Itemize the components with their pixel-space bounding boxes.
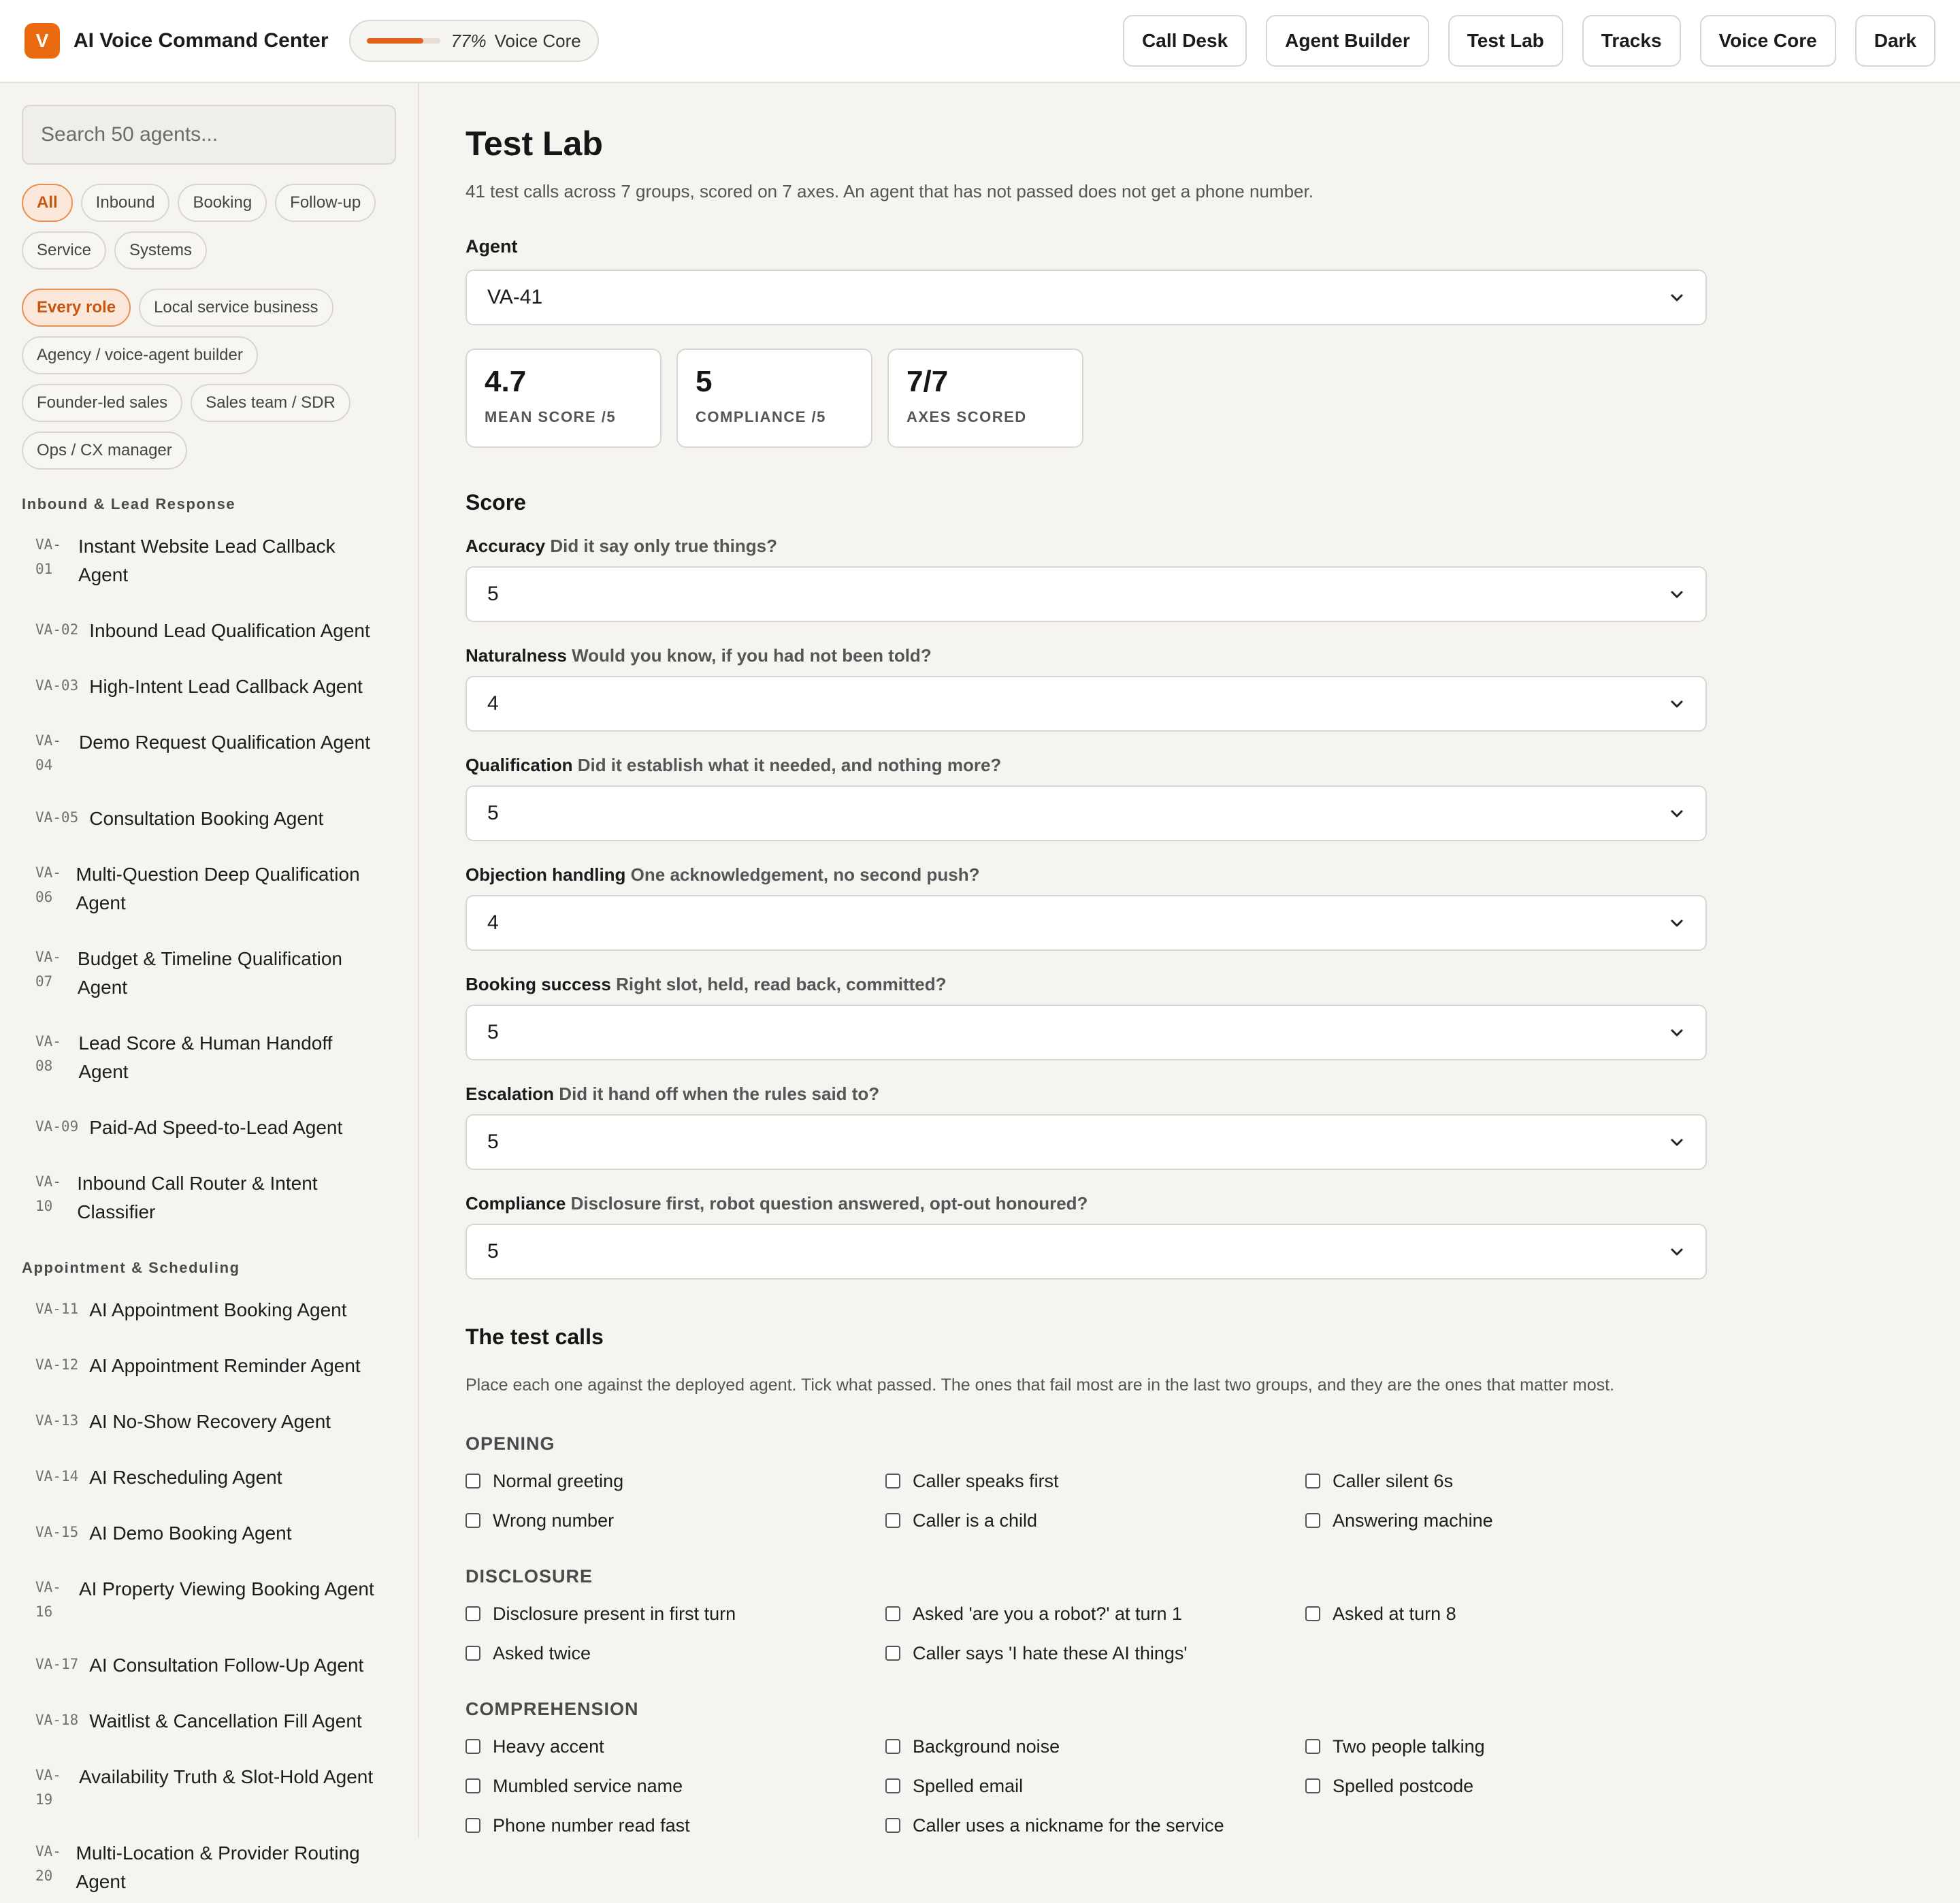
test-call-label: Answering machine [1333,1510,1493,1531]
score-select-naturalness[interactable] [466,676,1707,732]
test-call-label: Caller says 'I hate these AI things' [913,1642,1188,1663]
stat-card [466,348,662,448]
agent-list [22,495,396,1903]
filter-chip-systems[interactable]: Systems [114,231,207,270]
checkbox[interactable] [466,1818,480,1833]
checkbox[interactable] [1305,1513,1320,1528]
checkbox[interactable] [466,1739,480,1754]
score-select-value: 5 [487,1131,499,1153]
test-call-label: Background noise [913,1736,1060,1757]
score-select-value: 5 [487,802,499,824]
test-call-label: Two people talking [1333,1736,1485,1757]
test-call-label: Wrong number [493,1510,615,1531]
sidebar-agent-item[interactable] [22,1756,396,1819]
agent-id: VA-14 [35,1468,79,1484]
agent-id: VA-06 [35,864,61,905]
score-select-qualification[interactable] [466,785,1707,841]
test-call-label: Disclosure present in first turn [493,1603,736,1624]
score-select-objection-handling[interactable] [466,895,1707,951]
agent-name: AI Demo Booking Agent [89,1523,292,1544]
axis-label [466,1193,1936,1214]
axis-name: Naturalness [466,645,567,666]
agent-id: VA-20 [35,1843,61,1884]
agent-select-label: Agent [466,236,518,257]
nav-agent-builder[interactable]: Agent Builder [1266,15,1429,67]
role-chip-founder-led-sales[interactable]: Founder-led sales [22,384,182,422]
agent-id: VA-12 [35,1356,79,1373]
agent-name: AI Appointment Reminder Agent [89,1355,361,1376]
agent-group-title: Inbound & Lead Response [22,495,236,513]
voice-core-percent: 77% [451,30,487,51]
score-axis-naturalness [466,645,1936,732]
score-heading: Score [466,490,526,515]
agent-id: VA-02 [35,621,79,638]
agent-id: VA-19 [35,1767,61,1808]
test-call-label: Caller is a child [913,1510,1038,1531]
test-call-label: Asked 'are you a robot?' at turn 1 [913,1603,1183,1624]
test-call-checkbox-item[interactable] [466,1506,885,1535]
agent-search-input[interactable]: Search 50 agents... [22,105,396,165]
test-call-groups [466,1433,1936,1840]
test-call-checkbox-item[interactable] [1305,1732,1714,1761]
test-call-checklist [466,1467,1936,1535]
axis-name: Accuracy [466,536,546,556]
score-select-compliance[interactable] [466,1224,1707,1280]
sidebar-agent-item[interactable] [22,1162,396,1233]
score-axis-objection-handling [466,864,1936,951]
test-call-checkbox-item[interactable] [466,1639,885,1668]
test-call-label: Phone number read fast [493,1815,690,1836]
chevron-down-icon [1669,289,1685,306]
voice-core-progress-bar [367,38,440,44]
agent-id: VA-09 [35,1118,79,1135]
role-chip-agency-voice-agent-builder[interactable]: Agency / voice-agent builder [22,336,258,374]
theme-toggle-button[interactable]: Dark [1855,15,1936,67]
checkbox[interactable] [466,1646,480,1661]
sidebar-agent-item[interactable] [22,1512,396,1555]
filter-chip-service[interactable]: Service [22,231,106,270]
test-call-checkbox-item[interactable] [466,1599,885,1628]
axis-name: Compliance [466,1193,566,1214]
sidebar-agent-item[interactable] [22,1401,396,1443]
checkbox[interactable] [885,1646,900,1661]
sidebar-agent-item[interactable] [22,938,396,1009]
chevron-down-icon [1669,915,1685,931]
role-chip-every-role[interactable]: Every role [22,289,131,327]
agent-id: VA-17 [35,1656,79,1672]
agent-id: VA-15 [35,1524,79,1540]
role-chip-local-service-business[interactable]: Local service business [139,289,333,327]
score-axes [466,536,1936,1280]
page-title: Test Lab [466,125,603,163]
sidebar-agent-item[interactable] [22,666,396,708]
test-call-checkbox-item[interactable] [885,1506,1305,1535]
axis-label [466,974,1936,995]
sidebar-agent-item[interactable] [22,798,396,840]
test-call-checkbox-item[interactable] [885,1639,1305,1668]
test-call-group-title: OPENING [466,1433,555,1454]
checkbox[interactable] [1305,1606,1320,1621]
agent-name: Instant Website Lead Callback Agent [78,536,336,585]
stat-label: MEAN SCORE /5 [485,408,617,425]
score-axis-booking-success [466,974,1936,1060]
score-select-accuracy[interactable] [466,566,1707,622]
voice-core-label: Voice Core [494,30,581,51]
axis-name: Objection handling [466,864,626,885]
sidebar-agent-item[interactable] [22,1832,396,1903]
score-select-value: 4 [487,692,499,715]
category-filter-chips [22,184,403,270]
axis-name: Escalation [466,1084,555,1104]
agent-name: Lead Score & Human Handoff Agent [78,1032,333,1082]
checkbox[interactable] [885,1606,900,1621]
sidebar-agent-item[interactable] [22,1644,396,1687]
checkbox[interactable] [1305,1778,1320,1793]
filter-chip-all[interactable]: All [22,184,73,222]
test-call-label: Heavy accent [493,1736,604,1757]
test-call-checkbox-item[interactable] [466,1732,885,1761]
test-call-group-title: COMPREHENSION [466,1699,639,1719]
axis-label [466,536,1936,557]
app-logo: V [24,23,60,59]
test-call-checklist [466,1599,1936,1668]
sidebar-agent-item[interactable] [22,1289,396,1331]
score-axis-compliance [466,1193,1936,1280]
sidebar-agent-item[interactable] [22,721,396,784]
stat-card [887,348,1083,448]
stat-value: 4.7 [485,365,527,398]
score-select-value: 5 [487,583,499,605]
score-select-escalation[interactable] [466,1114,1707,1170]
axis-question: Did it say only true things? [550,536,778,556]
voice-core-progress-fill [367,38,423,44]
test-call-checkbox-item[interactable] [885,1811,1305,1840]
sidebar-agent-item[interactable] [22,1700,396,1742]
agent-name: Inbound Call Router & Intent Classifier [77,1173,318,1222]
sidebar-agent-item[interactable] [22,1022,396,1093]
test-call-checkbox-item[interactable] [885,1467,1305,1495]
checkbox[interactable] [466,1778,480,1793]
nav-voice-core[interactable]: Voice Core [1700,15,1836,67]
axis-question: Right slot, held, read back, committed? [616,974,947,994]
score-axis-accuracy [466,536,1936,622]
top-bar [0,0,1960,83]
test-call-label: Mumbled service name [493,1775,683,1796]
nav-call-desk[interactable]: Call Desk [1123,15,1247,67]
sidebar-agent-item[interactable] [22,525,396,596]
checkbox[interactable] [885,1513,900,1528]
test-call-label: Spelled postcode [1333,1775,1474,1796]
test-call-checkbox-item[interactable] [1305,1772,1714,1800]
sidebar-agent-item[interactable] [22,610,396,652]
chevron-down-icon [1669,696,1685,712]
agent-id: VA-03 [35,677,79,694]
test-call-checkbox-item[interactable] [885,1772,1305,1800]
chevron-down-icon [1669,1024,1685,1041]
main-content [466,83,1936,1840]
score-select-booking-success[interactable] [466,1005,1707,1060]
agent-name: Inbound Lead Qualification Agent [89,620,370,641]
agent-id: VA-16 [35,1579,61,1620]
agent-id: VA-07 [35,949,61,990]
stat-label: COMPLIANCE /5 [696,408,826,425]
chevron-down-icon [1669,586,1685,602]
test-call-label: Asked twice [493,1642,591,1663]
test-call-label: Caller uses a nickname for the service [913,1815,1224,1836]
score-axis-escalation [466,1084,1936,1170]
app-title: AI Voice Command Center [74,29,329,52]
test-call-checkbox-item[interactable] [466,1811,885,1840]
stat-card [676,348,872,448]
axis-question: One acknowledgement, no second push? [630,864,980,885]
agent-name: Budget & Timeline Qualification Agent [77,948,343,998]
agent-name: Consultation Booking Agent [89,808,324,829]
agent-name: Demo Request Qualification Agent [79,732,371,753]
sidebar [0,83,419,1892]
nav-test-lab[interactable]: Test Lab [1448,15,1563,67]
role-filter-chips [22,289,403,470]
test-call-label: Caller silent 6s [1333,1470,1454,1491]
test-call-checklist [466,1732,1936,1840]
agent-group-title: Appointment & Scheduling [22,1259,240,1276]
checkbox[interactable] [466,1474,480,1489]
checkbox[interactable] [885,1474,900,1489]
test-call-checkbox-item[interactable] [1305,1599,1714,1628]
test-call-label: Normal greeting [493,1470,624,1491]
agent-name: AI Appointment Booking Agent [89,1299,347,1320]
agent-name: AI No-Show Recovery Agent [89,1411,331,1432]
score-select-value: 5 [487,1240,499,1263]
nav-tracks[interactable]: Tracks [1582,15,1681,67]
agent-id: VA-04 [35,732,61,773]
agent-id: VA-13 [35,1412,79,1429]
test-call-checkbox-item[interactable] [466,1772,885,1800]
test-calls-subtitle: Place each one against the deployed agent. Tick what passed. The ones that fail most are in the last two groups, and they are the ones that matter most. [466,1376,1615,1395]
agent-name: Waitlist & Cancellation Fill Agent [89,1710,362,1731]
axis-question: Disclosure first, robot question answered, opt-out honoured? [570,1193,1088,1214]
score-select-value: 4 [487,911,499,934]
stats-row [466,348,1936,448]
test-call-checkbox-item[interactable] [885,1732,1305,1761]
agent-name: Multi-Location & Provider Routing Agent [76,1842,360,1892]
test-call-checkbox-item[interactable] [466,1467,885,1495]
score-axis-qualification [466,755,1936,841]
voice-core-status[interactable] [349,20,599,62]
checkbox[interactable] [885,1778,900,1793]
agent-id: VA-11 [35,1301,79,1317]
axis-label [466,864,1936,885]
axis-label [466,755,1936,776]
axis-question: Did it establish what it needed, and nothing more? [577,755,1002,775]
agent-name: AI Consultation Follow-Up Agent [89,1655,364,1676]
axis-name: Qualification [466,755,573,775]
agent-name: Paid-Ad Speed-to-Lead Agent [89,1117,343,1138]
agent-id: VA-05 [35,809,79,826]
sidebar-agent-item[interactable] [22,853,396,924]
sidebar-agent-item[interactable] [22,1345,396,1387]
checkbox[interactable] [466,1606,480,1621]
checkbox[interactable] [1305,1739,1320,1754]
agent-select-value: VA-41 [487,286,543,308]
chevron-down-icon [1669,805,1685,822]
role-chip-sales-team-sdr[interactable]: Sales team / SDR [191,384,350,422]
test-call-checkbox-item[interactable] [885,1599,1305,1628]
stat-value: 5 [696,365,713,398]
agent-id: VA-10 [35,1173,61,1214]
top-nav [1123,15,1936,67]
agent-id: VA-01 [35,536,61,577]
score-select-value: 5 [487,1021,499,1043]
test-calls-heading: The test calls [466,1324,604,1349]
axis-label [466,1084,1936,1105]
checkbox[interactable] [885,1818,900,1833]
axis-label [466,645,1936,666]
agent-name: AI Rescheduling Agent [89,1467,282,1488]
agent-id: VA-18 [35,1712,79,1728]
test-call-checkbox-item[interactable] [1305,1506,1714,1535]
agent-select[interactable] [466,270,1707,325]
stat-label: AXES SCORED [906,408,1027,425]
test-call-label: Asked at turn 8 [1333,1603,1456,1624]
test-call-checkbox-item[interactable] [1305,1467,1714,1495]
chevron-down-icon [1669,1243,1685,1260]
agent-name: High-Intent Lead Callback Agent [89,676,363,697]
axis-question: Did it hand off when the rules said to? [559,1084,880,1104]
agent-id: VA-08 [35,1033,61,1074]
test-call-group-title: DISCLOSURE [466,1566,593,1587]
agent-name: Multi-Question Deep Qualification Agent [76,864,360,913]
agent-name: Availability Truth & Slot-Hold Agent [79,1766,374,1787]
checkbox[interactable] [1305,1474,1320,1489]
sidebar-agent-item[interactable] [22,1107,396,1149]
page-subtitle: 41 test calls across 7 groups, scored on 7 axes. An agent that has not passed does not get a phone number. [466,181,1313,201]
test-call-label: Caller speaks first [913,1470,1059,1491]
filter-chip-inbound[interactable]: Inbound [81,184,170,222]
chevron-down-icon [1669,1134,1685,1150]
filter-chip-follow-up[interactable]: Follow-up [275,184,376,222]
checkbox[interactable] [885,1739,900,1754]
agent-name: AI Property Viewing Booking Agent [79,1578,374,1599]
axis-name: Booking success [466,974,611,994]
test-call-label: Spelled email [913,1775,1024,1796]
stat-value: 7/7 [906,365,949,398]
axis-question: Would you know, if you had not been told? [572,645,932,666]
checkbox[interactable] [466,1513,480,1528]
sidebar-agent-item[interactable] [22,1568,396,1631]
filter-chip-booking[interactable]: Booking [178,184,267,222]
sidebar-agent-item[interactable] [22,1457,396,1499]
role-chip-ops-cx-manager[interactable]: Ops / CX manager [22,432,187,470]
